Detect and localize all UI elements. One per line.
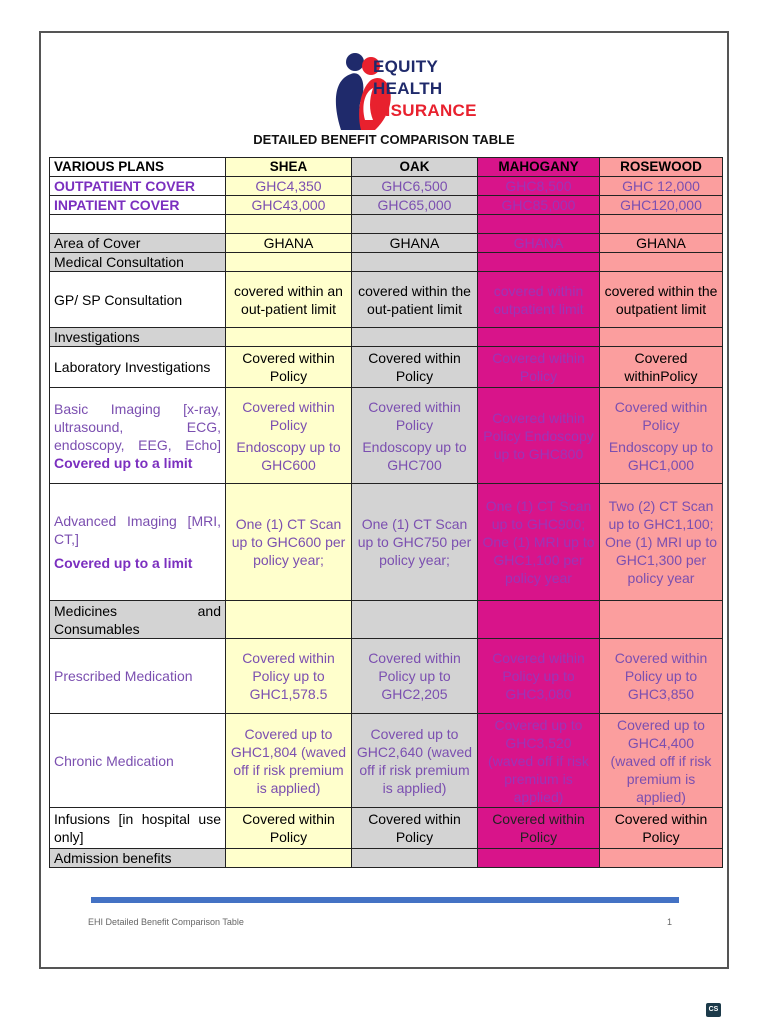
cell-shea: Covered up to GHC1,804 (waved off if risk premium is applied) <box>226 714 352 808</box>
cell-rosewood: GHC120,000 <box>600 196 723 215</box>
table-row <box>50 484 723 601</box>
basic-imaging-label: Basic Imaging [x-ray, ultrasound, ECG, endoscopy, EEG, Echo] <box>54 400 221 453</box>
cell-mahogany: covered within outpatient limit <box>478 272 600 328</box>
table-row <box>50 272 723 328</box>
section-row <box>50 253 723 272</box>
table-row <box>50 388 723 484</box>
cell-mahogany: Covered up to GHC3,520 (waved off if risk premium is applied) <box>478 714 600 808</box>
table-row <box>50 196 723 215</box>
row-label-gp: GP/ SP Consultation <box>50 272 226 328</box>
cell-shea: GHANA <box>226 234 352 253</box>
cell-mahogany: Covered within Policy Endoscopy up to GHC800 <box>478 388 600 484</box>
cell-mahogany: Covered within Policy up to GHC3,080 <box>478 639 600 714</box>
cell-rosewood: GHANA <box>600 234 723 253</box>
cell-oak: GHANA <box>352 234 478 253</box>
header-shea: SHEA <box>226 158 352 177</box>
cell-oak: Covered within Policy up to GHC2,205 <box>352 639 478 714</box>
cell-rosewood: Covered within Policy <box>600 808 723 849</box>
section-row <box>50 849 723 868</box>
section-investigations: Investigations <box>50 328 226 347</box>
cell-oak-line-2: Endoscopy up to GHC700 <box>362 438 467 473</box>
row-label-outpatient: OUTPATIENT COVER <box>50 177 226 196</box>
cell-rosewood: Covered within Policy up to GHC3,850 <box>600 639 723 714</box>
cell-rosewood: GHC 12,000 <box>600 177 723 196</box>
cell-mahogany: One (1) CT Scan up to GHC900; One (1) MRI up to GHC1,100 per policy year <box>478 484 600 601</box>
cell-shea: One (1) CT Scan up to GHC600 per policy year; <box>226 484 352 601</box>
row-label-area: Area of Cover <box>50 234 226 253</box>
cell-shea: Covered within Policy up to GHC1,578.5 <box>226 639 352 714</box>
cell-shea: GHC43,000 <box>226 196 352 215</box>
logo-line-2: HEALTH <box>373 79 443 98</box>
camscanner-badge-icon: CS <box>706 1003 721 1017</box>
header-various-plans: VARIOUS PLANS <box>50 158 226 177</box>
section-row <box>50 601 723 639</box>
row-label-advanced-imaging <box>50 484 226 601</box>
table-row <box>50 177 723 196</box>
table-row <box>50 714 723 808</box>
cell-rosewood-line-2: Endoscopy up to GHC1,000 <box>608 438 714 473</box>
cell-oak: One (1) CT Scan up to GHC750 per policy year; <box>352 484 478 601</box>
table-row <box>50 234 723 253</box>
header-mahogany: MAHOGANY <box>478 158 600 177</box>
cell-oak: GHC6,500 <box>352 177 478 196</box>
table-row <box>50 808 723 849</box>
document-title: DETAILED BENEFIT COMPARISON TABLE <box>253 132 515 147</box>
logo-wordmark <box>373 56 477 122</box>
cell-mahogany: GHC8,500 <box>478 177 600 196</box>
header-rosewood: ROSEWOOD <box>600 158 723 177</box>
row-label-chronic: Chronic Medication <box>50 714 226 808</box>
cell-rosewood: covered within the outpatient limit <box>600 272 723 328</box>
cell-oak: covered within the out-patient limit <box>352 272 478 328</box>
cell-shea: covered within an out-patient limit <box>226 272 352 328</box>
section-medical-consultation: Medical Consultation <box>50 253 226 272</box>
row-label-basic-imaging <box>50 388 226 484</box>
logo-line-3: INSURANCE <box>373 101 477 120</box>
row-label-lab: Laboratory Investigations <box>50 347 226 388</box>
header-oak: OAK <box>352 158 478 177</box>
cell-mahogany: GHC85,000 <box>478 196 600 215</box>
cell-shea: GHC4,350 <box>226 177 352 196</box>
row-label-infusions: Infusions [in hospital use only] <box>50 808 226 849</box>
cell-shea: Covered within Policy <box>226 808 352 849</box>
cell-oak-line-1: Covered within Policy <box>368 398 461 433</box>
basic-imaging-limit-label: Covered up to a limit <box>54 454 193 471</box>
cell-oak: Covered within Policy <box>352 808 478 849</box>
spacer-row <box>50 215 723 234</box>
page-number: 1 <box>667 917 673 927</box>
cell-shea: Covered within Policy <box>226 347 352 388</box>
cell-rosewood: Two (2) CT Scan up to GHC1,100; One (1) MRI up to GHC1,300 per policy year <box>600 484 723 601</box>
footer-divider <box>91 897 679 903</box>
section-medicines: Medicines and Consumables <box>50 601 226 639</box>
advanced-imaging-limit-label: Covered up to a limit <box>54 555 193 571</box>
table-row <box>50 639 723 714</box>
section-row <box>50 328 723 347</box>
cell-mahogany: Covered within Policy <box>478 808 600 849</box>
row-label-inpatient: INPATIENT COVER <box>50 196 226 215</box>
cell-shea-line-2: Endoscopy up to GHC600 <box>236 438 341 473</box>
cell-mahogany: GHANA <box>478 234 600 253</box>
cell-oak <box>352 388 478 484</box>
row-label-prescribed: Prescribed Medication <box>50 639 226 714</box>
table-row <box>50 347 723 388</box>
cell-oak: GHC65,000 <box>352 196 478 215</box>
logo-line-1: EQUITY <box>373 57 439 76</box>
cell-shea <box>226 388 352 484</box>
cell-oak: Covered up to GHC2,640 (waved off if risk premium is applied) <box>352 714 478 808</box>
benefit-comparison-table <box>49 157 723 868</box>
cell-oak: Covered within Policy <box>352 347 478 388</box>
footer-title: EHI Detailed Benefit Comparison Table <box>88 917 244 927</box>
cell-rosewood <box>600 388 723 484</box>
cell-mahogany: Covered within Policy <box>478 347 600 388</box>
cell-rosewood-line-1: Covered within Policy <box>614 398 708 433</box>
table-header-row <box>50 158 723 177</box>
cell-rosewood: Covered withinPolicy <box>600 347 723 388</box>
cell-shea-line-1: Covered within Policy <box>242 398 335 433</box>
section-admission: Admission benefits <box>50 849 226 868</box>
cell-rosewood: Covered up to GHC4,400 (waved off if risk premium is applied) <box>600 714 723 808</box>
document-page <box>39 31 729 969</box>
advanced-imaging-label: Advanced Imaging [MRI, CT,] <box>54 513 221 547</box>
